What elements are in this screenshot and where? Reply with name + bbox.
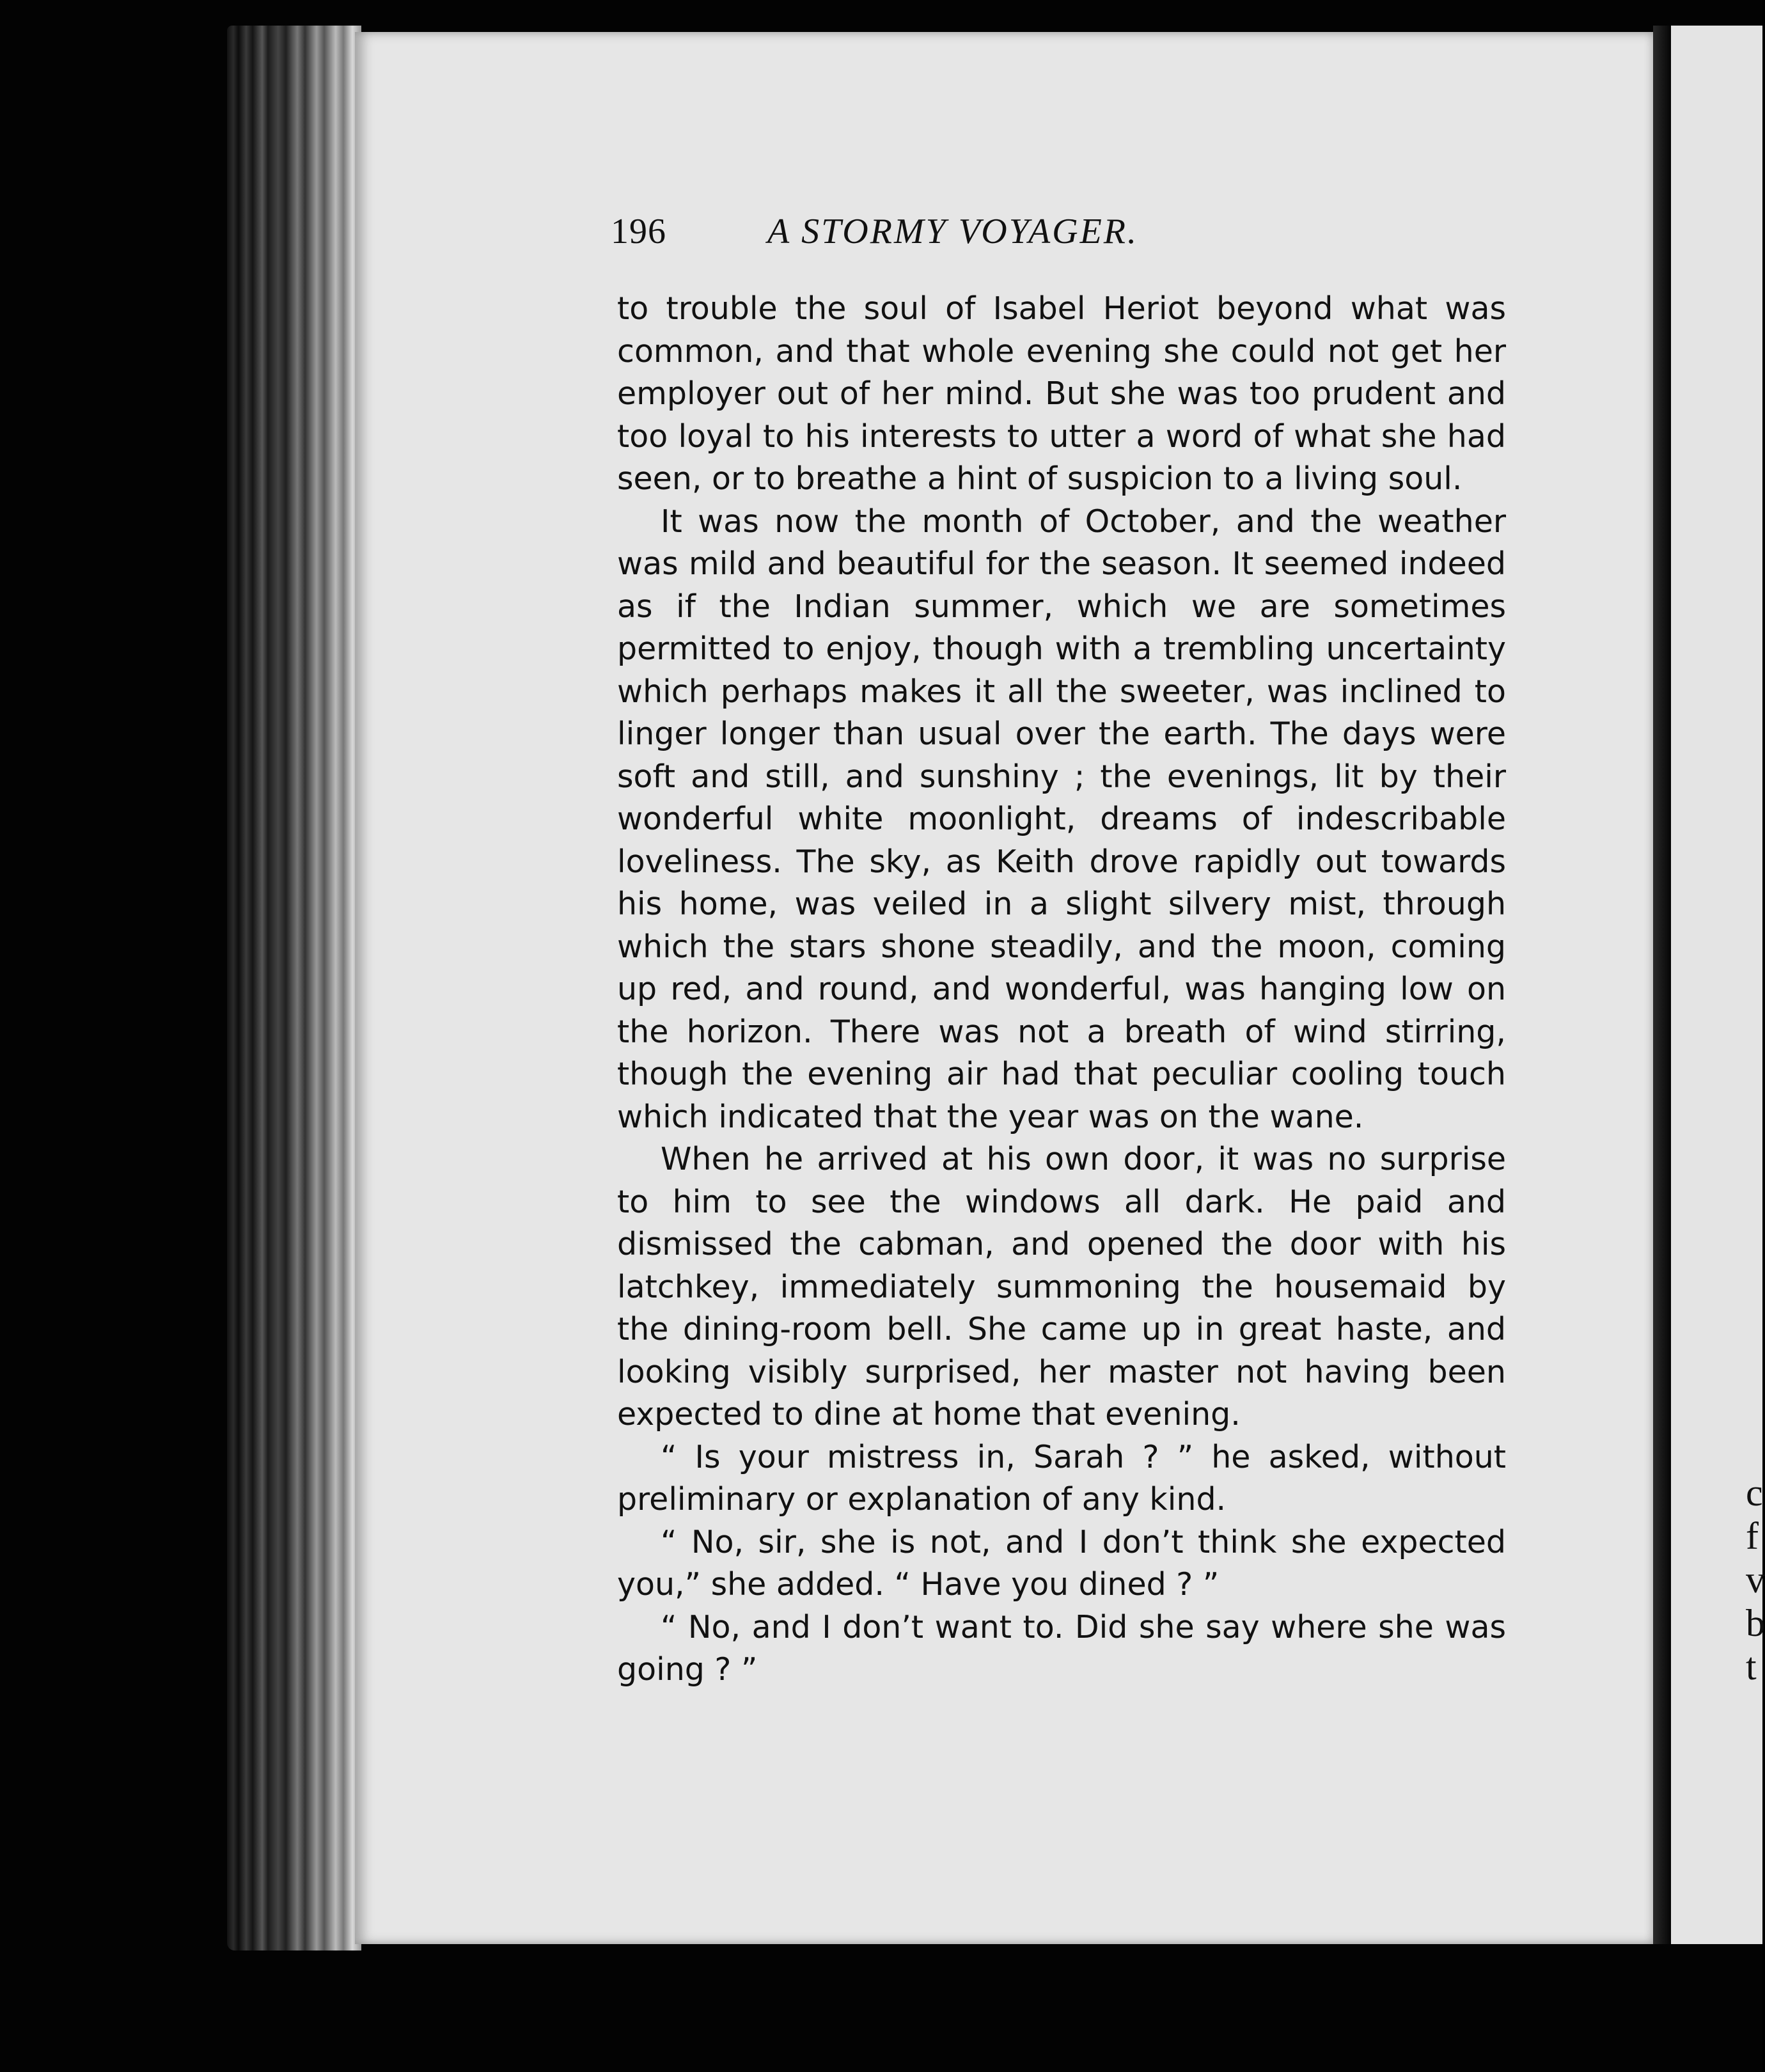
paragraph: to trouble the soul of Isabel Heriot beyond what was common, and that whole evening she could not get her employer out of her mind. But she was too prudent and too loyal to his interests to utter a word of what she had seen, or to breathe a hint of suspicion to a living soul. [617,290,1506,497]
running-head [611,211,1250,262]
facing-letter: v [1746,1558,1765,1601]
paragraph: “ No, and I don’t want to. Did she say where she was going ? ” [617,1608,1506,1688]
page-number: 196 [611,212,666,251]
facing-letter: c [1746,1472,1763,1514]
paragraph: “ No, sir, she is not, and I don’t think she expected you,” she added. “ Have you dined ? ” [617,1523,1506,1603]
paragraph: “ Is your mistress in, Sarah ? ” he asked, without preliminary or explanation of any kind. [617,1438,1506,1518]
body-text [617,288,1506,1691]
facing-letter: b [1746,1602,1765,1644]
paragraph: It was now the month of October, and the weather was mild and beautiful for the season. It seemed indeed as if the Indian summer, which we are sometimes permitted to enjoy, though with a trembling uncertainty which perhaps makes it all the sweeter, was inclined to linger longer than usual over the earth. The days were soft and still, and sunshiny ; the evenings, lit by their wonderful white moonlight, dreams of indescribable loveliness. The sky, as Keith drove rapidly out towards his home, was veiled in a slight silvery mist, through which the stars shone steadily, and the moon, coming up red, and round, and wonderful, was hanging low on the horizon. There was not a breath of wind stirring, though the evening air had that peculiar cooling touch which indicated that the year was on the wane. [617,503,1506,1135]
book-gutter [1653,26,1671,1944]
running-title: A STORMY VOYAGER. [767,212,1139,251]
facing-letter: f [1746,1515,1759,1557]
facing-letter: t [1746,1645,1757,1688]
page-edges [227,26,361,1950]
facing-page-letters [1746,1471,1765,1688]
paragraph: When he arrived at his own door, it was no surprise to him to see the windows all dark. He paid and dismissed the cabman, and opened the door with his latchkey, immediately summoning the housemaid by the dining-room bell. She came up in great haste, and looking visibly surprised, her master not having been expected to dine at home that evening. [617,1141,1506,1432]
